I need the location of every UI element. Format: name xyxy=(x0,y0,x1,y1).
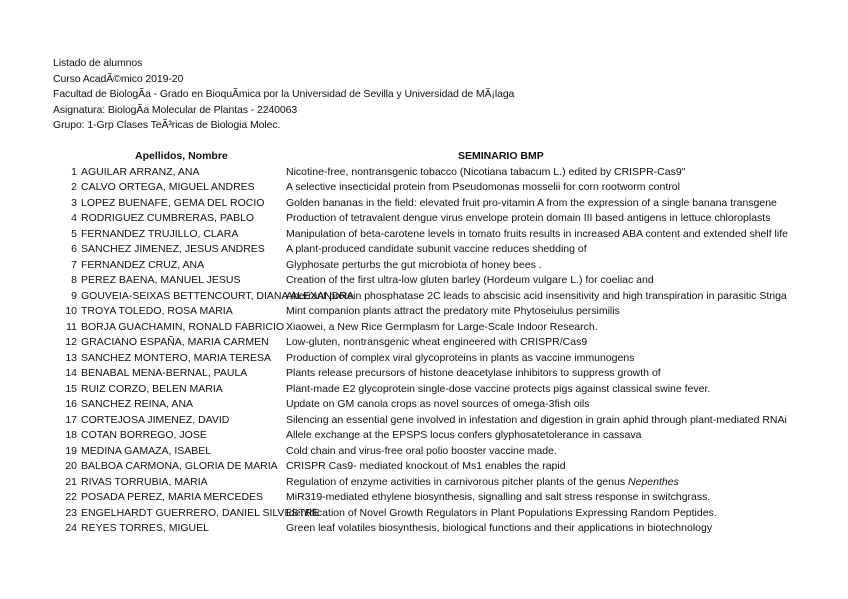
student-name: TROYA TOLEDO, ROSA MARIA xyxy=(81,305,233,317)
seminar-title xyxy=(286,506,779,522)
student-name: PEREZ BAENA, MANUEL JESUS xyxy=(81,274,241,286)
seminar-title xyxy=(286,397,779,413)
student-name: GRACIANO ESPAÑA, MARIA CARMEN xyxy=(81,336,269,348)
seminar-title-text: Regulation of enzyme activities in carnivorous pitcher plants of the genus xyxy=(286,475,629,488)
document-header xyxy=(53,56,813,134)
row-number: 20 xyxy=(65,460,77,472)
table-row xyxy=(53,289,787,305)
student-name: SANCHEZ REINA, ANA xyxy=(81,398,194,410)
column-header-seminar: SEMINARIO BMP xyxy=(458,150,544,162)
table-row xyxy=(53,444,779,460)
table-row xyxy=(53,506,779,522)
seminar-title xyxy=(286,475,779,491)
student-name: RUIZ CORZO, BELEN MARIA xyxy=(81,382,223,395)
table-row xyxy=(53,165,779,181)
seminar-title xyxy=(286,351,779,367)
seminar-title-text: Golden bananas in the field: elevated fruit pro-vitamin A from the expression of a single banana transgene xyxy=(286,196,777,209)
seminar-title-italic: Nepenthes xyxy=(628,475,679,488)
row-number: 8 xyxy=(71,274,77,286)
seminar-title xyxy=(286,413,787,429)
student-name: SANCHEZ MONTERO, MARIA TERESA xyxy=(81,351,271,364)
seminar-title-text: Plants release precursors of histone deacetylase inhibitors to suppress growth of xyxy=(286,367,661,379)
table-row xyxy=(53,227,788,243)
table-row xyxy=(53,366,779,382)
seminar-title xyxy=(286,382,779,398)
seminar-title xyxy=(286,490,779,506)
row-number: 7 xyxy=(71,258,77,271)
row-number: 9 xyxy=(71,289,77,302)
table-row xyxy=(53,413,787,429)
seminar-title-text: MiR319-mediated ethylene biosynthesis, signalling and salt stress response in switchgrass. xyxy=(286,491,711,503)
seminar-title xyxy=(286,304,779,320)
row-number: 21 xyxy=(65,475,77,488)
seminar-title-text: Mint companion plants attract the predatory mite Phytoseiulus persimilis xyxy=(286,305,620,317)
seminar-title xyxy=(286,211,779,227)
table-row xyxy=(53,351,779,367)
table-row xyxy=(53,242,779,258)
row-number: 16 xyxy=(65,398,77,410)
seminar-title xyxy=(286,289,787,305)
table-row xyxy=(53,521,779,537)
row-number: 3 xyxy=(71,196,77,209)
seminar-title-text: Production of complex viral glycoproteins in plants as vaccine immunogens xyxy=(286,351,635,364)
row-number: 15 xyxy=(65,382,77,395)
row-number: 18 xyxy=(65,429,77,441)
seminar-title xyxy=(286,320,779,336)
seminar-title-text: Low-gluten, nontransgenic wheat engineered with CRISPR/Cas9 xyxy=(286,336,588,348)
row-number: 10 xyxy=(65,305,77,317)
seminar-title-text: Manipulation of beta-carotene levels in tomato fruits results in increased ABA content and extended shelf life xyxy=(286,227,788,240)
table-row xyxy=(53,180,779,196)
course-subject: Asignatura: BiologÃa Molecular de Plantas - 2240063 xyxy=(53,103,298,116)
seminar-title-text: A selective insecticidal protein from Pseudomonas mosselii for corn rootworm control xyxy=(286,181,680,193)
student-name: LOPEZ BUENAFE, GEMA DEL ROCIO xyxy=(81,196,265,209)
seminar-title xyxy=(286,428,779,444)
table-row xyxy=(53,459,779,475)
row-number: 17 xyxy=(65,413,77,426)
student-name: POSADA PEREZ, MARIA MERCEDES xyxy=(81,491,264,503)
student-name: FERNANDEZ TRUJILLO, CLARA xyxy=(81,227,239,240)
seminar-title-text: Update on GM canola crops as novel sources of omega-3fish oils xyxy=(286,398,590,410)
seminar-title xyxy=(286,242,779,258)
student-name: SANCHEZ JIMENEZ, JESUS ANDRES xyxy=(81,243,265,255)
list-title: Listado de alumnos xyxy=(53,57,143,69)
student-table xyxy=(53,149,788,541)
row-number: 1 xyxy=(71,165,77,178)
student-name: BENABAL MENA-BERNAL, PAULA xyxy=(81,367,248,379)
seminar-title xyxy=(286,444,779,460)
student-name: CORTEJOSA JIMENEZ, DAVID xyxy=(81,413,230,426)
seminar-title xyxy=(286,258,779,274)
seminar-title-text: Nicotine-free, nontransgenic tobacco (Nicotiana tabacum L.) edited by CRISPR-Cas9" xyxy=(286,165,686,178)
row-number: 13 xyxy=(65,351,77,364)
row-number: 24 xyxy=(65,522,77,534)
student-name: CALVO ORTEGA, MIGUEL ANDRES xyxy=(81,181,255,193)
seminar-title-text: A plant-produced candidate subunit vaccine reduces shedding of xyxy=(286,243,587,255)
row-number: 12 xyxy=(65,336,77,348)
seminar-title-text: Cold chain and virus-free oral polio booster vaccine made. xyxy=(286,444,557,457)
seminar-title xyxy=(286,273,779,289)
table-body xyxy=(53,165,788,537)
column-header-name: Apellidos, Nombre xyxy=(135,150,228,162)
seminar-title-text: Creation of the first ultra-low gluten barley (Hordeum vulgare L.) for coeliac and xyxy=(286,274,654,286)
table-row xyxy=(53,258,779,274)
table-row xyxy=(53,211,779,227)
table-row xyxy=(53,304,779,320)
student-name: MEDINA GAMAZA, ISABEL xyxy=(81,444,212,457)
seminar-title-text: Identification of Novel Growth Regulators in Plant Populations Expressing Random Peptides. xyxy=(286,506,717,519)
student-name: COTAN BORREGO, JOSE xyxy=(81,429,207,441)
seminar-title xyxy=(286,180,779,196)
row-number: 11 xyxy=(66,320,77,333)
table-row xyxy=(53,320,779,336)
table-row xyxy=(53,335,779,351)
student-name: REYES TORRES, MIGUEL xyxy=(81,522,209,534)
table-row xyxy=(53,475,779,491)
student-name: BORJA GUACHAMIN, RONALD FABRICIO xyxy=(81,320,285,333)
student-name: FERNANDEZ CRUZ, ANA xyxy=(81,258,205,271)
seminar-title xyxy=(286,196,779,212)
row-number: 5 xyxy=(71,227,77,240)
faculty-degree: Facultad de BiologÃa - Grado en BioquÃmica por la Universidad de Sevilla y Universidad de MÃ¡laga xyxy=(53,88,515,100)
row-number: 19 xyxy=(65,444,77,457)
class-group: Grupo: 1-Grp Clases TeÃ³ricas de Biologia Molec. xyxy=(53,119,281,131)
row-number: 23 xyxy=(65,506,77,519)
student-name: BALBOA CARMONA, GLORIA DE MARIA xyxy=(81,460,278,472)
seminar-title-text: Xiaowei, a New Rice Germplasm for Large-Scale Indoor Research. xyxy=(286,320,598,333)
student-name: AGUILAR ARRANZ, ANA xyxy=(81,165,200,178)
table-row xyxy=(53,382,779,398)
seminar-title-text: Green leaf volatiles biosynthesis, biological functions and their applications in biotechnology xyxy=(286,522,713,534)
seminar-title-text: Plant-made E2 glycoprotein single-dose vaccine protects pigs against classical swine fever. xyxy=(286,382,711,395)
row-number: 22 xyxy=(65,491,77,503)
seminar-title xyxy=(286,521,779,537)
seminar-title-text: Silencing an essential gene involved in infestation and digestion in grain aphid through plant-mediated RNAi xyxy=(286,413,787,426)
row-number: 2 xyxy=(71,181,77,193)
table-header-row xyxy=(53,149,779,165)
row-number: 14 xyxy=(65,367,77,379)
seminar-title-text: Aberrant protein phosphatase 2C leads to abscisic acid insensitivity and high transpiration in parasitic Striga xyxy=(286,289,787,302)
student-name: ENGELHARDT GUERRERO, DANIEL SILVESTRE xyxy=(81,506,320,519)
row-number: 6 xyxy=(71,243,77,255)
seminar-title-text: Production of tetravalent dengue virus envelope protein domain III based antigens in lettuce chloroplasts xyxy=(286,212,771,224)
seminar-title-text: Glyphosate perturbs the gut microbiota of honey bees . xyxy=(286,258,542,271)
seminar-title xyxy=(286,459,779,475)
seminar-title xyxy=(286,335,779,351)
seminar-title xyxy=(286,165,779,181)
seminar-title-text: CRISPR Cas9- mediated knockout of Ms1 enables the rapid xyxy=(286,460,566,472)
table-row xyxy=(53,428,779,444)
row-number: 4 xyxy=(71,212,77,224)
student-name: RIVAS TORRUBIA, MARIA xyxy=(81,475,208,488)
student-name: RODRIGUEZ CUMBRERAS, PABLO xyxy=(81,212,255,224)
seminar-title-text: Allele exchange at the EPSPS locus confers glyphosatetolerance in cassava xyxy=(286,429,642,441)
table-row xyxy=(53,196,779,212)
table-row xyxy=(53,490,779,506)
student-name: GOUVEIA-SEIXAS BETTENCOURT, DIANA ALEXANDRA xyxy=(81,289,354,302)
academic-year: Curso AcadÃ©mico 2019-20 xyxy=(53,72,184,85)
table-row xyxy=(53,397,779,413)
seminar-title xyxy=(286,227,788,243)
seminar-title xyxy=(286,366,779,382)
table-row xyxy=(53,273,779,289)
